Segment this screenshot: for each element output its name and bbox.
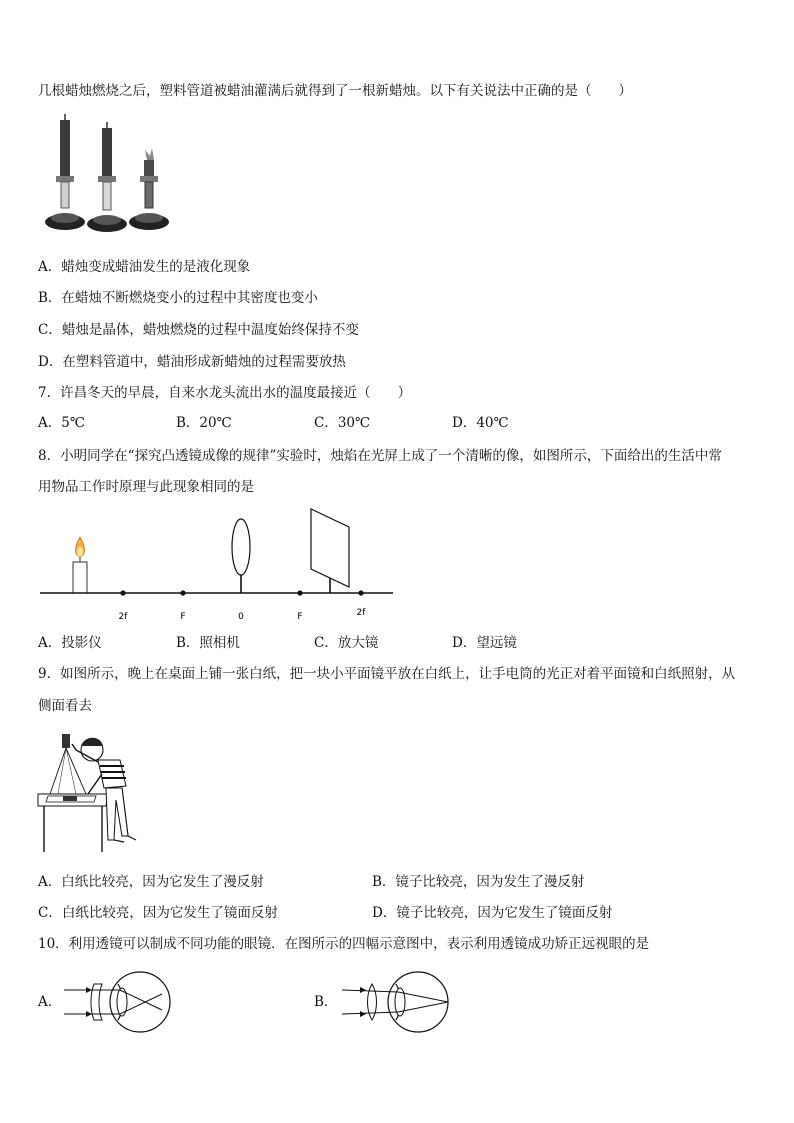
q7-stem: 7．许昌冬天的早晨，自来水龙头流出水的温度最接近（ ） [38,385,412,401]
q9-stem-line1: 9．如图所示，晚上在桌面上铺一张白纸，把一块小平面镜平放在白纸上，让手电筒的光正对着平面镜和白纸照射，从 [38,666,736,682]
q8-stem-line2: 用物品工作时原理与此现象相同的是 [38,479,254,495]
q8-option-c: C．放大镜 [314,635,379,651]
flashlight-mirror-figure [36,730,146,854]
candles-figure [44,112,184,240]
q9-option-b: B．镜子比较亮，因为发生了漫反射 [372,874,585,890]
q6-option-b: B．在蜡烛不断燃烧变小的过程中其密度也变小 [38,290,318,306]
axis-label-f-left: F [180,612,186,622]
q8-option-d: D．望远镜 [452,635,517,651]
q8-option-b: B．照相机 [176,635,240,651]
q8-option-a: A．投影仪 [38,635,102,651]
lens-experiment-figure [38,505,398,627]
q6-option-a: A．蜡烛变成蜡油发生的是液化现象 [38,259,251,275]
axis-label-f-right: F [297,612,303,622]
axis-label-2f-right: 2f [356,608,366,618]
q9-option-d: D．镜子比较亮，因为它发生了镜面反射 [372,905,613,921]
q10-stem: 10．利用透镜可以制成不同功能的眼镜．在图所示的四幅示意图中，表示利用透镜成功矫正远视眼的是 [38,936,650,952]
axis-label-2f-left: 2f [118,612,128,622]
eye-diagram-a [62,970,182,1034]
q6-option-d: D．在塑料管道中，蜡油形成新蜡烛的过程需要放热 [38,354,346,370]
axis-label-0: 0 [238,612,244,622]
q9-option-c: C．白纸比较亮，因为它发生了镜面反射 [38,905,278,921]
q10-figure-a-label: A． [38,994,62,1010]
q6-stem: 几根蜡烛燃烧之后，塑料管道被蜡油灌满后就得到了一根新蜡烛。以下有关说法中正确的是（ ） [38,83,632,99]
q7-option-a: A．5℃ [38,415,85,431]
q7-option-c: C．30℃ [314,415,371,431]
q6-option-c: C．蜡烛是晶体，蜡烛燃烧的过程中温度始终保持不变 [38,322,359,338]
q7-option-d: D．40℃ [452,415,509,431]
q7-option-b: B．20℃ [176,415,232,431]
q8-stem-line1: 8．小明同学在“探究凸透镜成像的规律”实验时，烛焰在光屏上成了一个清晰的像，如图所示，下面给出的生活中常 [38,448,722,464]
q9-stem-line2: 侧面看去 [38,698,92,714]
q10-figure-b-label: B． [314,994,338,1010]
q9-option-a: A．白纸比较亮，因为它发生了漫反射 [38,874,264,890]
eye-diagram-b [338,970,458,1034]
